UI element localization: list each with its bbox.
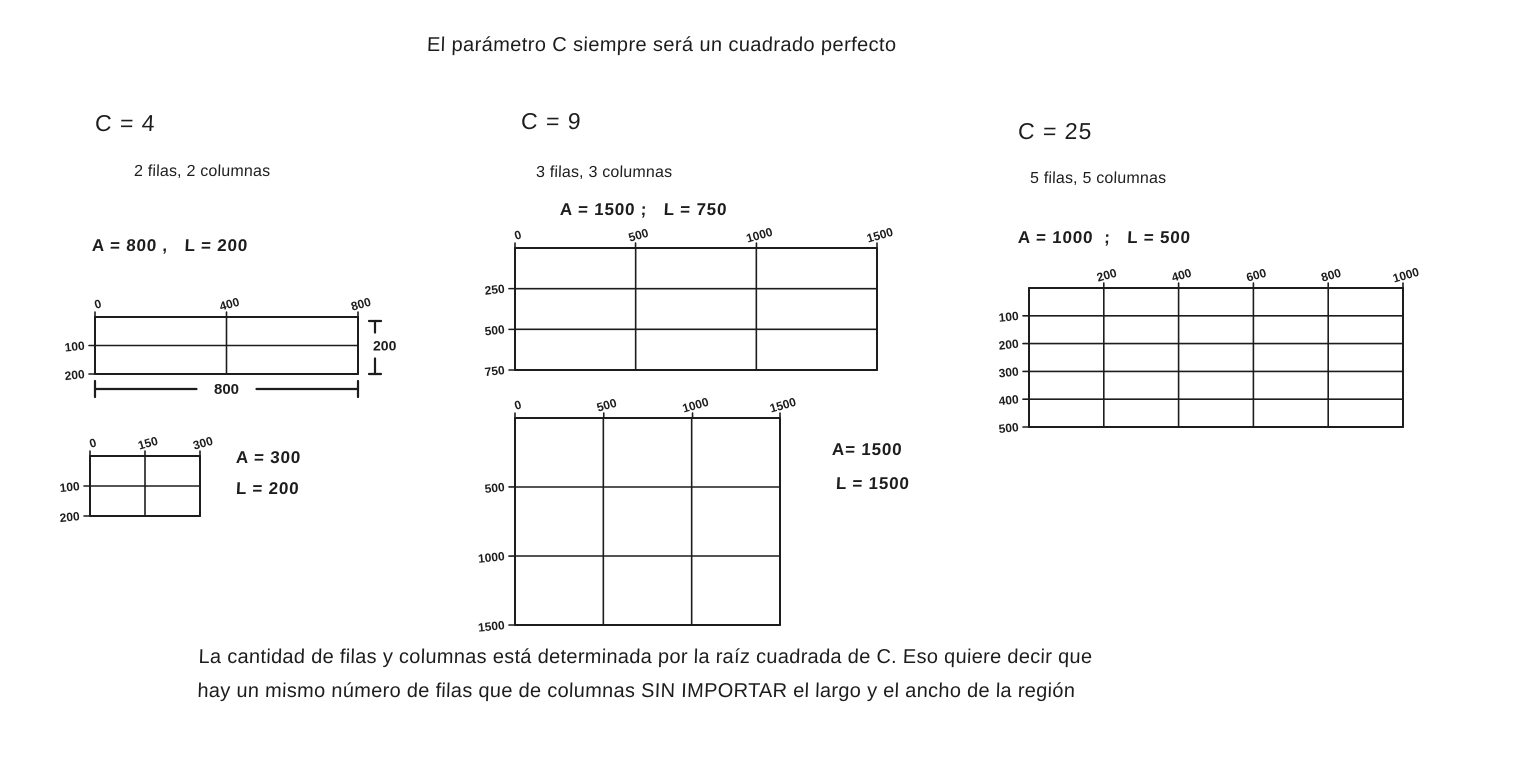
svg-text:0: 0: [512, 227, 524, 243]
page-title: El parámetro C siempre será un cuadrado perfecto: [426, 34, 897, 56]
footer-line-1: La cantidad de filas y columnas está determinada por la raíz cuadrada de C. Eso quiere decir que: [198, 646, 1093, 668]
annotation-c9-square-length: L = 1500: [835, 474, 911, 493]
grid-c9-square: [458, 392, 803, 642]
section-c4-heading: C = 4: [94, 110, 157, 136]
svg-text:1000: 1000: [680, 394, 711, 416]
svg-text:100: 100: [997, 308, 1020, 325]
svg-text:1500: 1500: [865, 224, 895, 246]
svg-text:400: 400: [1169, 265, 1194, 285]
section-c25-heading: C = 25: [1017, 118, 1094, 144]
section-c4-dimensions: A = 800 , L = 200: [91, 236, 249, 255]
annotation-c4-small-length: L = 200: [235, 479, 300, 498]
svg-text:0: 0: [92, 296, 104, 312]
svg-text:200: 200: [1095, 265, 1119, 285]
annotation-c4-small-area: A = 300: [235, 448, 302, 467]
grid-c4-small: [55, 428, 230, 533]
svg-text:200: 200: [63, 367, 86, 384]
svg-text:750: 750: [483, 363, 506, 380]
svg-text:1000: 1000: [477, 549, 506, 566]
annotation-c9-square-area: A= 1500: [831, 440, 903, 459]
svg-text:1500: 1500: [477, 618, 506, 635]
svg-text:250: 250: [483, 281, 506, 298]
grid-c25: [983, 258, 1458, 443]
svg-text:800: 800: [349, 294, 373, 314]
svg-text:300: 300: [191, 433, 215, 453]
section-c25-dimensions: A = 1000 ; L = 500: [1017, 228, 1192, 247]
svg-text:800: 800: [213, 381, 240, 398]
svg-text:200: 200: [58, 509, 81, 526]
svg-text:150: 150: [136, 433, 160, 453]
svg-text:1000: 1000: [744, 224, 775, 246]
svg-text:1500: 1500: [768, 394, 798, 416]
svg-text:500: 500: [483, 322, 506, 339]
svg-text:0: 0: [87, 435, 99, 451]
svg-text:200: 200: [997, 336, 1020, 353]
svg-text:200: 200: [373, 337, 397, 354]
svg-text:0: 0: [512, 397, 524, 413]
section-c9-dimensions: A = 1500 ; L = 750: [559, 200, 728, 219]
grid-c4-main: [60, 283, 405, 413]
svg-text:100: 100: [63, 338, 86, 355]
svg-text:300: 300: [997, 364, 1020, 381]
svg-text:500: 500: [626, 225, 651, 245]
svg-text:800: 800: [1319, 265, 1343, 285]
section-c9-heading: C = 9: [520, 108, 583, 134]
grid-c9-wide: [468, 218, 908, 388]
svg-text:500: 500: [997, 420, 1020, 437]
svg-text:400: 400: [997, 392, 1020, 409]
footer-line-2: hay un mismo número de filas que de columnas SIN IMPORTAR el largo y el ancho de la región: [197, 680, 1076, 702]
section-c4-subheading: 2 filas, 2 columnas: [133, 163, 271, 180]
svg-text:400: 400: [217, 294, 241, 314]
footer-explanation: [197, 640, 1093, 708]
svg-text:100: 100: [58, 479, 81, 496]
svg-text:500: 500: [483, 479, 506, 497]
svg-text:1000: 1000: [1391, 264, 1421, 286]
section-c9-subheading: 3 filas, 3 columnas: [535, 164, 673, 181]
section-c25-subheading: 5 filas, 5 columnas: [1029, 170, 1167, 187]
svg-text:500: 500: [595, 395, 619, 415]
svg-text:600: 600: [1244, 265, 1268, 285]
